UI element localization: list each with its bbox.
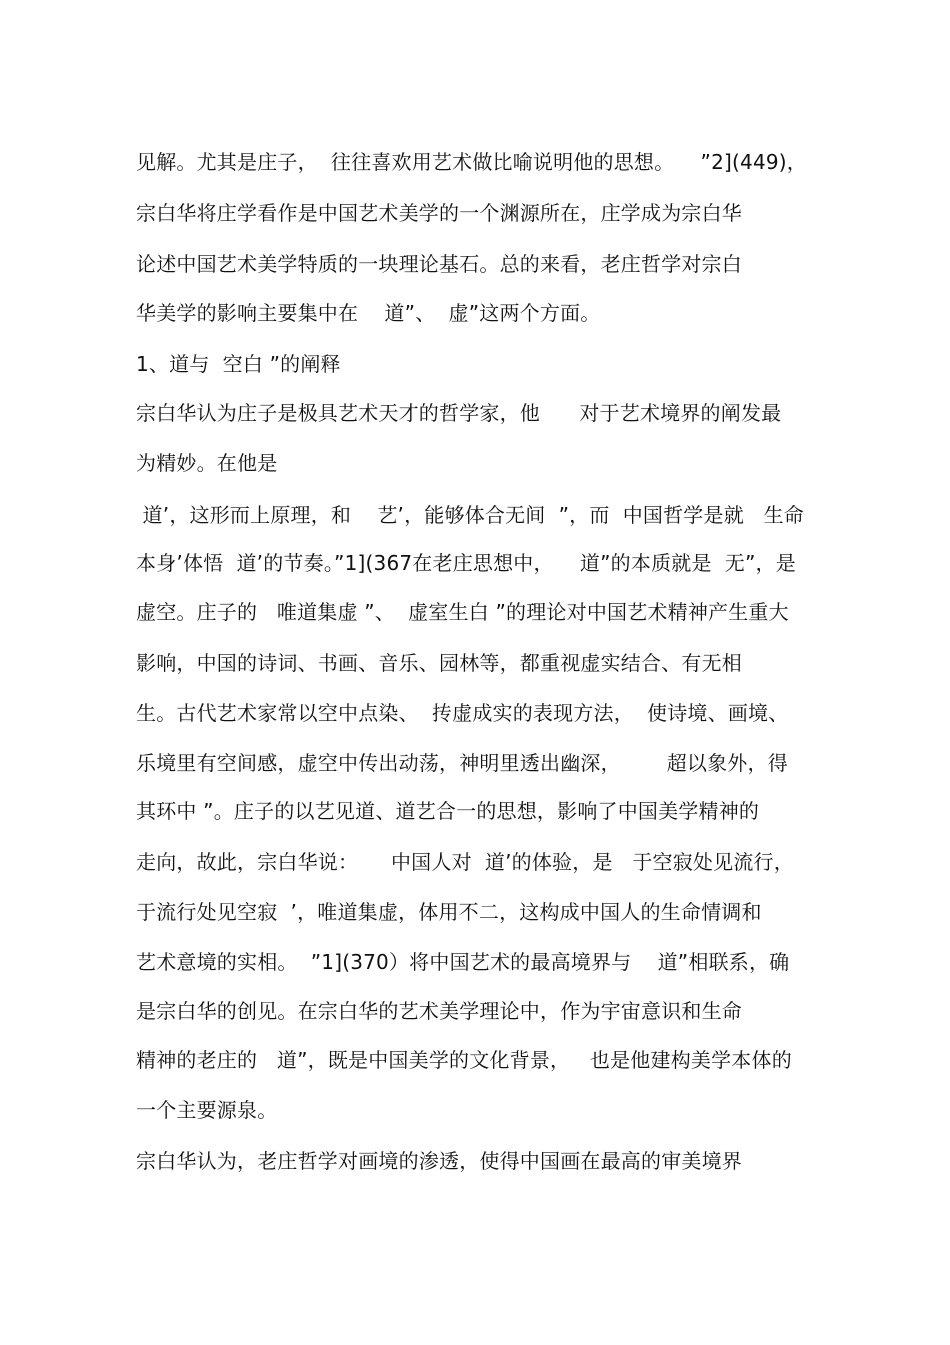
text-line: 乐境里有空间感，虚空中传出动荡，神明里透出幽深， 超以象外，得	[136, 751, 788, 775]
text-line: 本身’体悟 道’的节奏。”1](367在老庄思想中， 道”的本质就是 无”，是	[136, 551, 796, 575]
text-line: 道’，这形而上原理，和 艺’，能够体合无间 ”，而 中国哲学是就 生命	[136, 503, 804, 527]
text-line: 一个主要源泉。	[136, 1098, 278, 1122]
text-line: 影响，中国的诗词、书画、音乐、园林等，都重视虚实结合、有无相	[136, 651, 742, 675]
text-line: 于流行处见空寂 ’，唯道集虚，体用不二，这构成中国人的生命情调和	[136, 900, 762, 924]
text-line: 为精妙。在他是	[136, 451, 278, 475]
text-line: 其环中 ”。庄子的以艺见道、道艺合一的思想，影响了中国美学精神的	[136, 799, 760, 823]
text-line: 华美学的影响主要集中在 道”、 虚”这两个方面。	[136, 301, 601, 325]
text-line: 论述中国艺术美学特质的一块理论基石。总的来看，老庄哲学对宗白	[136, 252, 742, 276]
text-line: 虚空。庄子的 唯道集虚 ”、 虚室生白 ”的理论对中国艺术精神产生重大	[136, 600, 789, 624]
text-line: 生。古代艺术家常以空中点染、 抟虚成实的表现方法， 使诗境、画境、	[136, 701, 789, 725]
text-line: 见解。尤其是庄子， 往往喜欢用艺术做比喻说明他的思想。 ”2](449)，	[136, 150, 808, 174]
text-line: 是宗白华的创见。在宗白华的艺术美学理论中，作为宇宙意识和生命	[136, 999, 742, 1023]
text-line: 宗白华将庄学看作是中国艺术美学的一个渊源所在，庄学成为宗白华	[136, 201, 742, 225]
text-line: 走向，故此，宗白华说： 中国人对 道’的体验，是 于空寂处见流行，	[136, 850, 794, 874]
text-line: 宗白华认为，老庄哲学对画境的渗透，使得中国画在最高的审美境界	[136, 1149, 742, 1173]
section-heading: 1、道与 空白 ”的阐释	[136, 352, 341, 376]
text-line: 宗白华认为庄子是极具艺术天才的哲学家，他 对于艺术境界的阐发最	[136, 401, 782, 425]
text-line: 精神的老庄的 道”，既是中国美学的文化背景， 也是他建构美学本体的	[136, 1048, 792, 1072]
text-line: 艺术意境的实相。 ”1](370）将中国艺术的最高境界与 道”相联系，确	[136, 950, 790, 974]
